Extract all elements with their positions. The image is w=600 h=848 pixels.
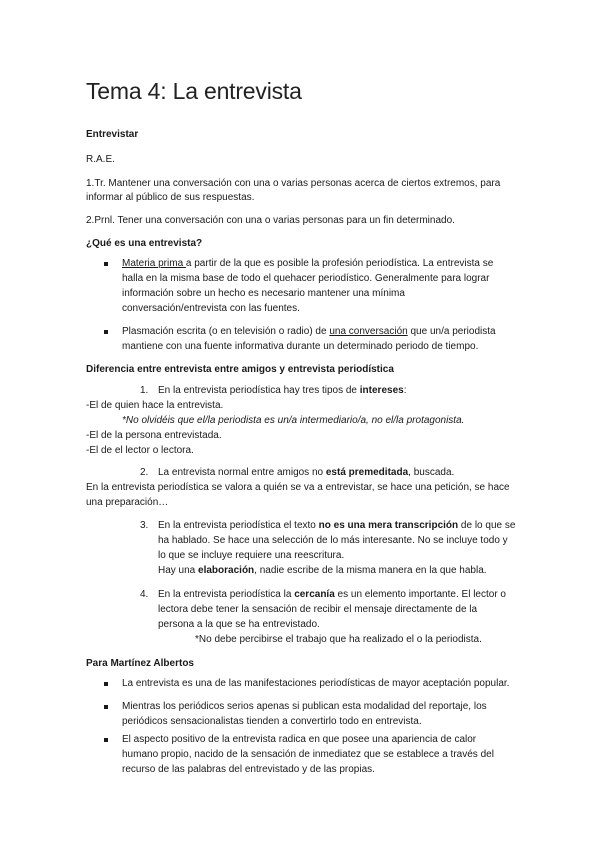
item-text: En la entrevista periodística la [158,589,295,600]
item-text: En la entrevista periodística hay tres tipos de [158,385,360,396]
item-text: Hay una [158,565,199,576]
bullet-marker [104,262,108,266]
rae-label: R.A.E. [86,154,115,165]
list-number: 3. [140,520,149,531]
bullet-marker [104,330,108,334]
bullet-2-line-2: mantiene con una fuente informativa durante un determinado periodo de tiempo. [122,341,479,352]
numbered-item-2 [158,465,454,480]
item-4-line-3: persona a la que se ha entrevistado. [158,619,320,630]
bullet-2-text: Plasmación escrita (o en televisión o radio) de [122,326,330,337]
definition-2: 2.Prnl. Tener una conversación con una o varias personas para un fin determinado. [86,215,455,226]
item-2-continuation-line-1: En la entrevista periodística se valora a quién se va a entrevistar, se hace una petición, se hace [86,482,510,493]
martinez-bullet-3-line-3: recurso de las palabras del entrevistado y de las propias. [122,764,375,775]
martinez-bullet-2-line-2: periódicos sensacionalistas tienden a convertirlo todo en entrevista. [122,716,422,727]
list-number: 4. [140,589,149,600]
definition-1-line-2: informar al público de sus respuestas. [86,192,255,203]
difference-heading: Diferencia entre entrevista entre amigos y entrevista periodística [86,364,394,375]
item-text-end: de lo que se [458,520,516,531]
item-2-continuation-line-2: una preparación… [86,497,169,508]
underlined-term: una conversación [329,326,408,337]
heading-entrevistar: Entrevistar [86,129,139,140]
martinez-bullet-2-line-1: Mientras los periódicos serios apenas si publican esta modalidad del reportaje, los [122,701,487,712]
item-text-end: , buscada. [408,467,455,478]
bullet-marker [104,682,108,686]
numbered-item-1 [158,383,406,398]
bullet-1-line-3: información sobre un hecho es necesario mantener una mínima [122,288,405,299]
item-text-end: es un elemento importante. El lector o [334,589,506,600]
item-3-line-4 [158,563,487,578]
emphasis: está premeditada [325,467,409,478]
emphasis: intereses [359,385,404,396]
emphasis: no es una mera transcripción [318,520,459,531]
bullet-2-line-1 [122,324,496,339]
interest-item-a: -El de quien hace la entrevista. [86,400,224,411]
item-4-line-2: lectora debe tener la sensación de recibir el mensaje directamente de la [158,604,478,615]
item-text-end: , nadie escribe de la misma manera en la que habla. [254,565,487,576]
page-title: Tema 4: La entrevista [86,78,302,104]
item-text: La entrevista normal entre amigos no [158,467,326,478]
emphasis: elaboración [198,565,255,576]
interest-item-b: -El de la persona entrevistada. [86,430,222,441]
bullet-marker [104,738,108,742]
emphasis: cercanía [294,589,335,600]
item-3-line-3: lo que se incluye requiere una reescritura. [158,550,345,561]
bullet-1-line-4: conversación/entrevista con las fuentes. [122,303,300,314]
item-text: En la entrevista periodística el texto [158,520,319,531]
item-text-end: : [403,385,407,396]
numbered-item-4 [158,587,506,602]
numbered-item-3 [158,518,515,533]
item-3-line-2: ha hablado. Se hace una selección de lo más interesante. No se incluye todo y [158,535,508,546]
item-4-note: *No debe percibirse el trabajo que ha realizado el o la periodista. [195,634,482,645]
definition-1-line-1: 1.Tr. Mantener una conversación con una o varias personas acerca de ciertos extremos, para [86,178,501,189]
question-heading: ¿Qué es una entrevista? [86,238,203,249]
underlined-term: Materia prima [122,258,186,269]
list-number: 2. [140,467,149,478]
martinez-heading: Para Martínez Albertos [86,658,194,669]
martinez-bullet-3-line-2: humano propio, nacido de la sensación de inmediatez que se establece a través del [122,749,494,760]
list-number: 1. [140,385,149,396]
martinez-bullet-3-line-1: El aspecto positivo de la entrevista radica en que posee una apariencia de calor [122,734,477,745]
bullet-1-line-1 [122,256,493,271]
interest-item-c: -El de el lector o lectora. [86,445,194,456]
bullet-marker [104,705,108,709]
bullet-1-line-2: halla en la misma base de todo el quehacer periodístico. Generalmente para lograr [122,273,490,284]
martinez-bullet-1: La entrevista es una de las manifestaciones periodísticas de mayor aceptación popular. [122,678,510,689]
italic-note: *No olvidéis que el/la periodista es un/a intermediario/a, no el/la protagonista. [122,415,465,426]
bullet-1-text: a partir de la que es posible la profesión periodística. La entrevista se [185,258,494,269]
bullet-2-text-end: que un/a periodista [407,326,496,337]
